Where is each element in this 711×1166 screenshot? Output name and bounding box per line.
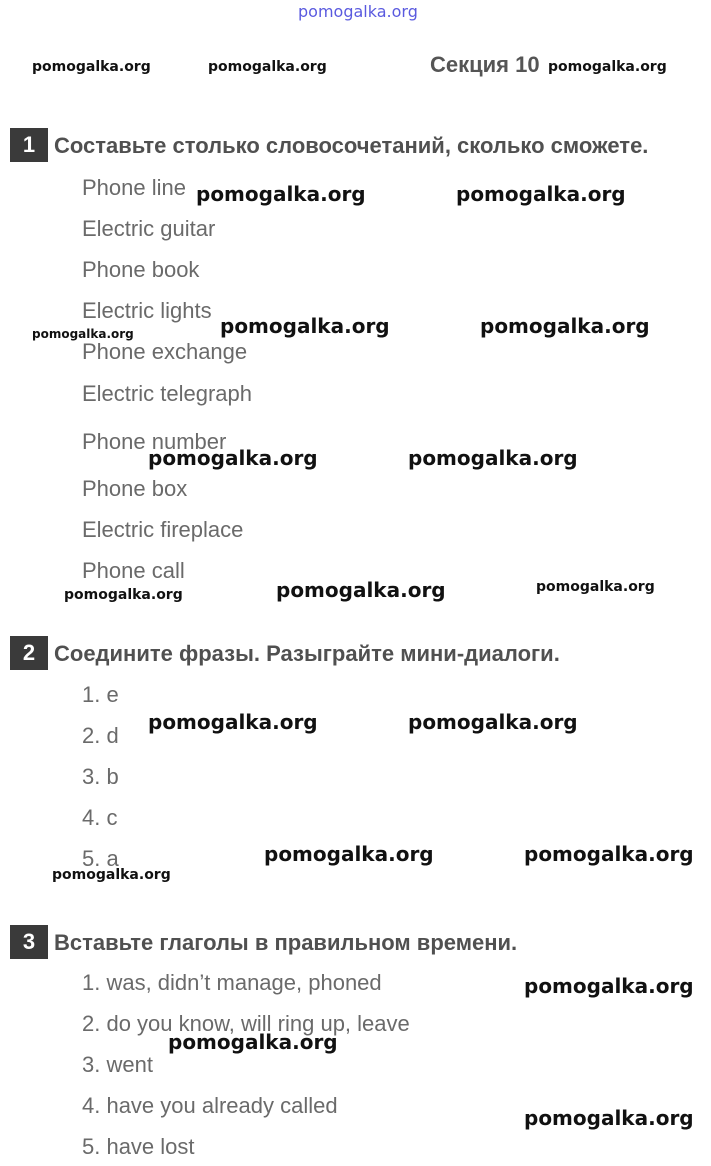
answer-item: 5. a [82,846,119,871]
answer-item: Electric fireplace [82,517,244,542]
answer-item: Phone line [82,175,186,200]
watermark: pomogalka.org [220,314,390,338]
answer-item: Phone box [82,476,188,501]
watermark-top: pomogalka.org [298,2,418,21]
answer-item: Electric guitar [82,216,216,241]
watermark: pomogalka.org [32,59,151,75]
answer-item: Phone book [82,257,200,282]
task-number-3: 3 [10,925,48,959]
watermark: pomogalka.org [52,867,171,883]
watermark: pomogalka.org [408,710,578,734]
watermark: pomogalka.org [148,710,318,734]
watermark: pomogalka.org [196,182,366,206]
task-number-2: 2 [10,636,48,670]
task-number-1: 1 [10,128,48,162]
answer-item: 4. have you already called [82,1093,338,1118]
task-2-title: Соедините фразы. Разыграйте мини-диалоги. [54,641,560,666]
answer-item: 2. d [82,723,119,748]
answer-item: Phone call [82,558,185,583]
answer-item: 1. was, didn’t manage, phoned [82,970,382,995]
watermark: pomogalka.org [408,446,578,470]
answer-item: 3. went [82,1052,153,1077]
watermark: pomogalka.org [456,182,626,206]
watermark: pomogalka.org [524,974,694,998]
watermark: pomogalka.org [148,446,318,470]
task-1-title: Составьте столько словосочетаний, сколько сможете. [54,133,649,158]
watermark: pomogalka.org [524,842,694,866]
watermark: pomogalka.org [208,59,327,75]
answer-item: 5. have lost [82,1134,195,1159]
watermark: pomogalka.org [276,578,446,602]
watermark: pomogalka.org [536,579,655,595]
watermark: pomogalka.org [168,1030,338,1054]
answer-item: Electric lights [82,298,212,323]
answer-item: 2. do you know, will ring up, leave [82,1011,410,1036]
watermark: pomogalka.org [32,327,134,341]
watermark: pomogalka.org [264,842,434,866]
section-title: Секция 10 [430,52,540,77]
answer-item: 3. b [82,764,119,789]
answer-item: Electric telegraph [82,381,252,406]
watermark: pomogalka.org [524,1106,694,1130]
watermark: pomogalka.org [548,59,667,75]
answer-item: Phone number [82,429,227,454]
watermark: pomogalka.org [64,587,183,603]
answer-item: Phone exchange [82,339,248,364]
answer-item: 1. e [82,682,119,707]
task-3-title: Вставьте глаголы в правильном времени. [54,930,518,955]
answer-item: 4. c [82,805,118,830]
watermark: pomogalka.org [480,314,650,338]
